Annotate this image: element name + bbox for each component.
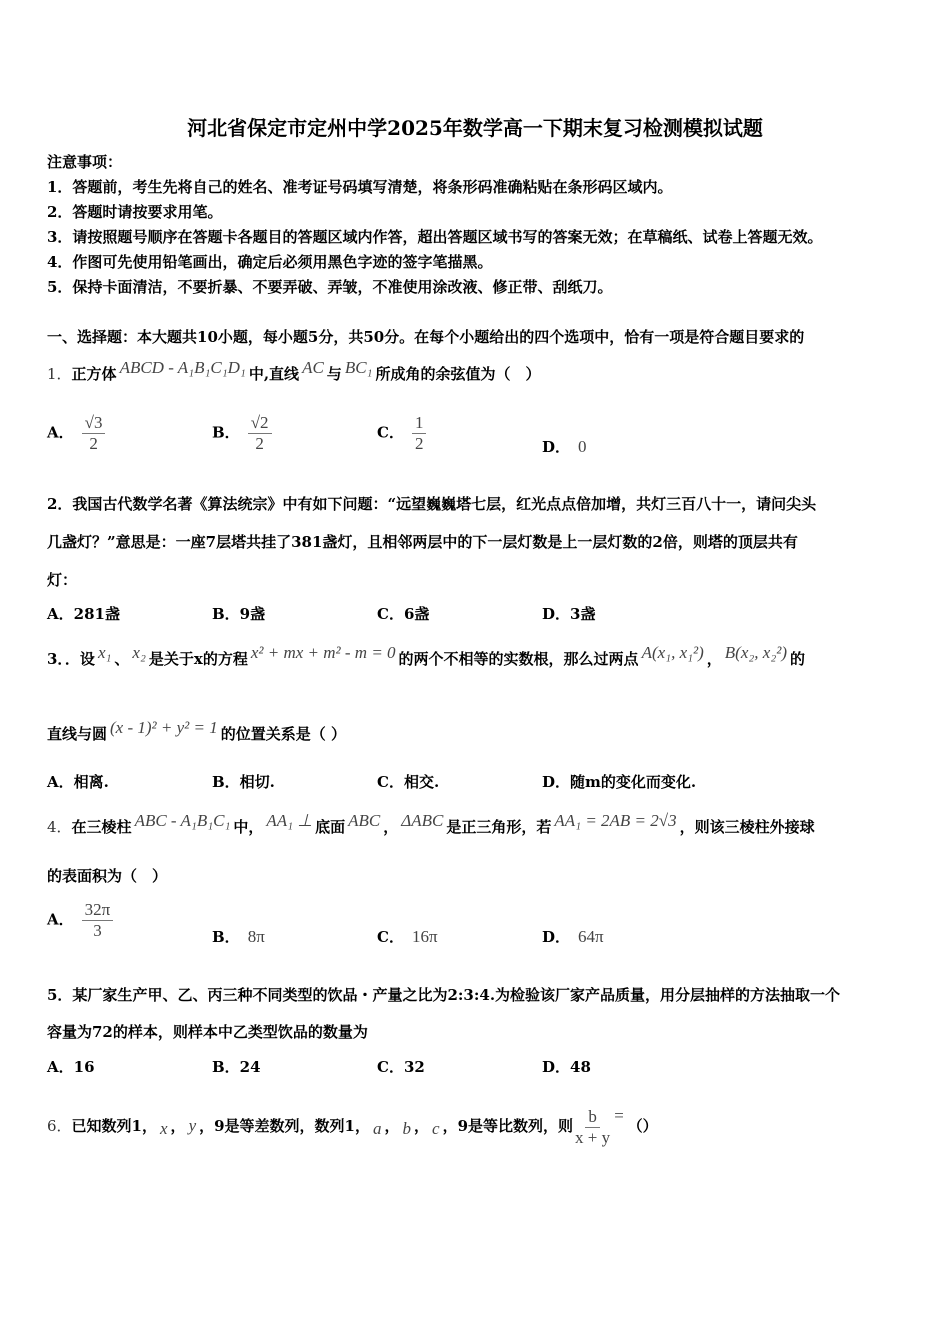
- math: x: [160, 1119, 168, 1138]
- notice-item: 4．作图可先使用铅笔画出，确定后必须用黑色字迹的签字笔描黑。: [47, 253, 493, 271]
- question-6: [47, 1104, 658, 1148]
- option-b[interactable]: B．9盏: [212, 605, 266, 623]
- option-label: A．: [47, 423, 74, 442]
- notice-item: 3．请按照题号顺序在答题卡各题目的答题区域内作答，超出答题区域书写的答案无效；在草稿纸、试卷上答题无效。: [47, 228, 823, 246]
- option-a[interactable]: [47, 413, 105, 454]
- text: ，9是等比数列，则: [442, 1117, 574, 1135]
- option-c[interactable]: [377, 413, 426, 454]
- numerator: √3: [82, 413, 106, 434]
- option-label: C．: [377, 928, 404, 946]
- text: 、: [114, 650, 130, 668]
- math: ABC - A₁B₁C₁: [134, 811, 231, 830]
- option-label: B．: [212, 928, 240, 946]
- text: 已知数列1，: [71, 1117, 157, 1135]
- question-2-line: 灯：: [47, 571, 78, 589]
- question-4: [47, 811, 815, 837]
- math: a: [373, 1119, 382, 1138]
- text: 直线与圆: [47, 725, 108, 743]
- text: ，: [706, 650, 722, 668]
- math: ABCD - A₁B₁C₁D₁: [119, 358, 246, 377]
- notice-item: 1．答题前，考生先将自己的姓名、准考证号码填写清楚，将条形码准确粘贴在条形码区域内。: [47, 178, 673, 196]
- denominator: 3: [93, 921, 102, 940]
- math: x₁: [97, 643, 112, 662]
- option-c[interactable]: C．相交.: [377, 773, 440, 791]
- text: ，: [383, 818, 399, 836]
- numerator: 32π: [82, 900, 114, 921]
- option-a[interactable]: A．相离.: [47, 773, 109, 791]
- question-number: 4．: [47, 818, 72, 836]
- text: 所成角的余弦值为（ ）: [375, 365, 541, 383]
- text: ，9是等差数列，数列1，: [199, 1117, 370, 1135]
- text: ，: [414, 1117, 430, 1135]
- math: =: [613, 1106, 625, 1125]
- option-a[interactable]: A．16: [47, 1058, 95, 1076]
- option-label: D．: [542, 438, 571, 456]
- math: c: [432, 1119, 440, 1138]
- notice-item: 2．答题时请按要求用笔。: [47, 203, 223, 221]
- option-c[interactable]: C．6盏: [377, 605, 430, 623]
- text: （）: [627, 1117, 658, 1135]
- fraction: [82, 413, 106, 454]
- option-b[interactable]: B．24: [212, 1058, 261, 1076]
- option-d[interactable]: D．随m的变化而变化.: [542, 773, 697, 791]
- fraction: [575, 1107, 610, 1148]
- question-1: [47, 358, 541, 384]
- option-b[interactable]: [212, 413, 272, 454]
- text: 与: [326, 365, 342, 383]
- option-value: 8π: [247, 927, 265, 946]
- option-label: C．: [377, 423, 404, 442]
- denominator: 2: [89, 434, 98, 453]
- option-label: D．: [542, 928, 571, 946]
- text: 的位置关系是（ ）: [220, 725, 346, 743]
- question-number: 6．: [47, 1117, 72, 1135]
- math: b: [402, 1119, 412, 1138]
- math: A(x₁, x₁²): [641, 643, 704, 662]
- math: AA₁ ⊥: [266, 811, 313, 830]
- option-d[interactable]: [542, 436, 587, 457]
- math: x₂: [132, 643, 146, 662]
- option-value: 16π: [411, 927, 438, 946]
- math: x² + mx + m² - m = 0: [250, 643, 396, 662]
- section-heading: 一、选择题：本大题共10小题，每小题5分，共50分。在每个小题给出的四个选项中，恰有一项是符合题目要求的: [47, 328, 805, 346]
- text: 是正三角形，若: [446, 818, 552, 836]
- fraction: [82, 900, 114, 941]
- question-number: 3．．设: [47, 650, 95, 668]
- option-a[interactable]: A．281盏: [47, 605, 120, 623]
- numerator: b: [585, 1107, 600, 1128]
- question-3-line2: [47, 718, 346, 744]
- numerator: 1: [412, 413, 427, 434]
- math: y: [188, 1116, 197, 1135]
- text: 中，: [233, 818, 264, 836]
- question-2-line: 几盏灯？”意思是：一座7层塔共挂了381盏灯，且相邻两层中的下一层灯数是上一层灯数的2倍，则塔的顶层共有: [47, 533, 798, 551]
- fraction: [412, 413, 427, 454]
- text: 在三棱柱: [71, 818, 132, 836]
- option-label: A．: [47, 910, 74, 929]
- text: 底面: [315, 818, 346, 836]
- option-b[interactable]: B．相切.: [212, 773, 275, 791]
- option-d[interactable]: D．3盏: [542, 605, 596, 623]
- text: ，: [170, 1117, 186, 1135]
- math: B(x₂, x₂²): [724, 643, 788, 662]
- question-3: [47, 643, 806, 669]
- text: 的: [790, 650, 806, 668]
- option-label: B．: [212, 423, 240, 442]
- option-d[interactable]: D．48: [542, 1058, 591, 1076]
- text: 中,直线: [248, 365, 300, 383]
- denominator: 2: [255, 434, 264, 453]
- notice-item: 5．保持卡面清洁，不要折暴、不要弄破、弄皱，不准使用涂改液、修正带、刮纸刀。: [47, 278, 613, 296]
- text: 是关于x的方程: [148, 650, 248, 668]
- option-value: 64π: [578, 927, 604, 946]
- math: ΔABC: [401, 811, 444, 830]
- question-5-line: 5．某厂家生产甲、乙、丙三种不同类型的饮品・产量之比为2:3:4.为检验该厂家产品质量，用分层抽样的方法抽取一个: [47, 986, 841, 1004]
- question-4-line2: 的表面积为（ ）: [47, 867, 168, 885]
- math: AC: [302, 358, 324, 377]
- question-5-line: 容量为72的样本，则样本中乙类型饮品的数量为: [47, 1023, 368, 1041]
- math: BC₁: [344, 358, 373, 377]
- option-b[interactable]: [212, 926, 265, 947]
- fraction: [248, 413, 272, 454]
- text: 的两个不相等的实数根，那么过两点: [398, 650, 639, 668]
- text: 正方体: [71, 365, 117, 383]
- question-2-line: 2．我国古代数学名著《算法统宗》中有如下问题：“远望巍巍塔七层，红光点点倍加增，共灯三百八十一，请问尖头: [47, 495, 817, 513]
- question-number: 1．: [47, 365, 72, 383]
- option-a[interactable]: [47, 900, 113, 941]
- option-c[interactable]: C．32: [377, 1058, 425, 1076]
- numerator: √2: [248, 413, 272, 434]
- math: (x - 1)² + y² = 1: [110, 718, 218, 737]
- option-c[interactable]: [377, 926, 438, 947]
- notice-heading: 注意事项：: [47, 153, 123, 171]
- text: ，则该三棱柱外接球: [679, 818, 815, 836]
- option-value: 0: [578, 437, 587, 456]
- denominator: 2: [414, 434, 424, 453]
- option-d[interactable]: [542, 926, 604, 947]
- math: ABC: [348, 811, 381, 830]
- page-title: 河北省保定市定州中学2025年数学高一下期末复习检测模拟试题: [187, 116, 763, 140]
- text: ，: [384, 1117, 400, 1135]
- math: AA₁ = 2AB = 2√3: [554, 811, 677, 830]
- denominator: x + y: [575, 1127, 611, 1147]
